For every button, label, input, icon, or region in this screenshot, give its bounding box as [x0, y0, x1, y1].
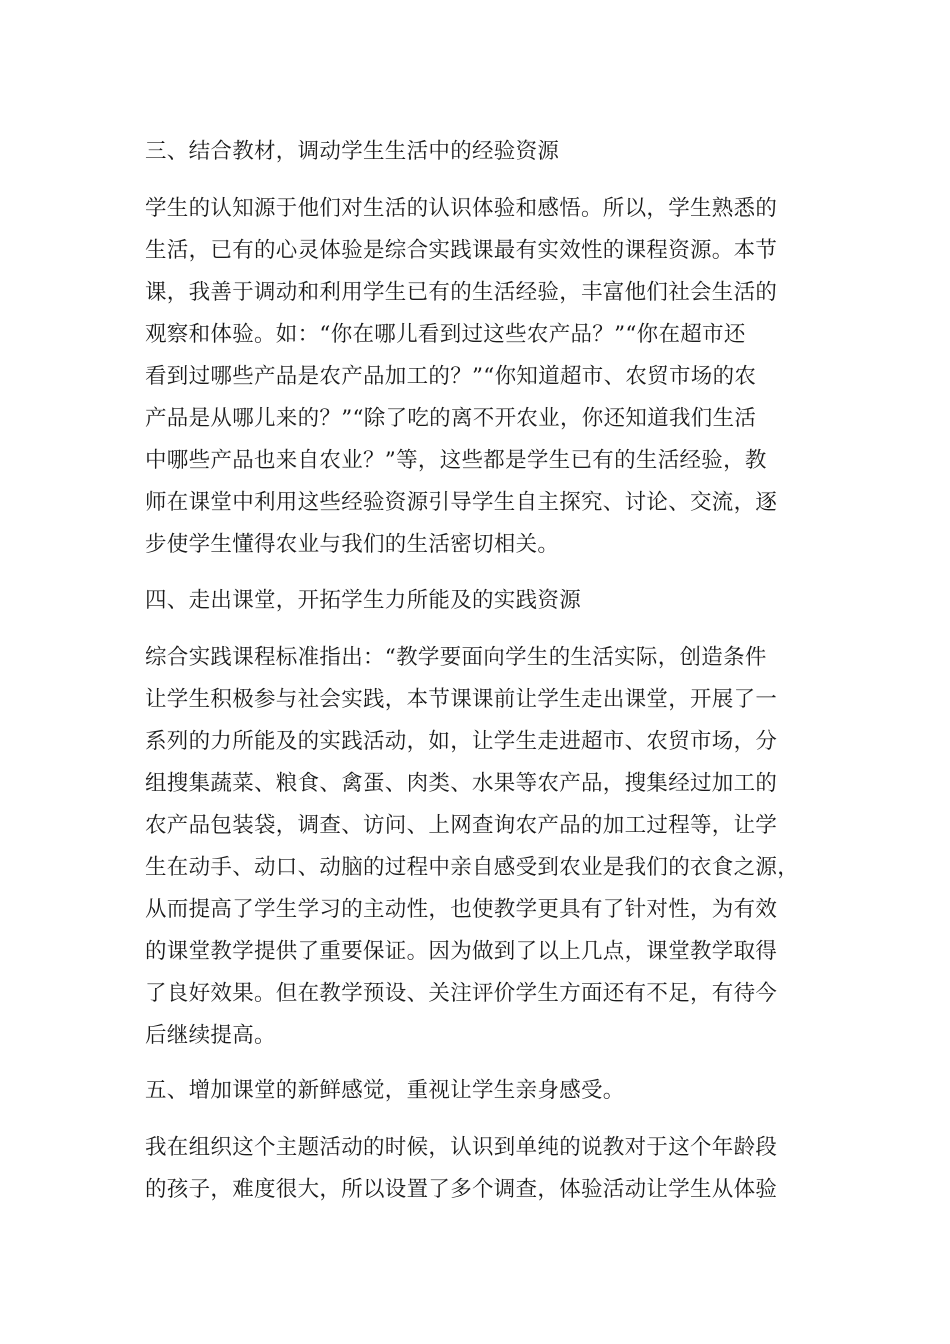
section-heading: 五、增加课堂的新鲜感觉，重视让学生亲身感受。 — [145, 1078, 625, 1103]
paragraph-line: 从而提高了学生学习的主动性，也使教学更具有了针对性，为有效 — [145, 897, 778, 922]
paragraph-line: 生在动手、动口、动脑的过程中亲自感受到农业是我们的衣食之源， — [145, 855, 800, 880]
paragraph-line: 我在组织这个主题活动的时候，认识到单纯的说教对于这个年龄段 — [145, 1135, 778, 1160]
paragraph-line: 让学生积极参与社会实践，本节课课前让学生走出课堂，开展了一 — [145, 687, 778, 712]
paragraph-line: 生活，已有的心灵体验是综合实践课最有实效性的课程资源。本节 — [145, 238, 778, 263]
paragraph-line: 后继续提高。 — [145, 1023, 276, 1048]
paragraph-line: 的课堂教学提供了重要保证。因为做到了以上几点，课堂教学取得 — [145, 939, 778, 964]
paragraph-line: 系列的力所能及的实践活动，如，让学生走进超市、农贸市场，分 — [145, 729, 778, 754]
paragraph-line: 综合实践课程标准指出：“教学要面向学生的生活实际，创造条件 — [145, 645, 767, 670]
paragraph-line: 中哪些产品也来自农业？”等，这些都是学生已有的生活经验，教 — [145, 448, 767, 473]
paragraph-line: 农产品包装袋，调查、访问、上网查询农产品的加工过程等，让学 — [145, 813, 778, 838]
section-heading: 四、走出课堂，开拓学生力所能及的实践资源 — [145, 588, 582, 613]
paragraph-line: 的孩子，难度很大，所以设置了多个调查，体验活动让学生从体验 — [145, 1177, 778, 1202]
paragraph-line: 组搜集蔬菜、粮食、禽蛋、肉类、水果等农产品，搜集经过加工的 — [145, 771, 778, 796]
paragraph-line: 看到过哪些产品是农产品加工的？”“你知道超市、农贸市场的农 — [145, 364, 757, 389]
paragraph-line: 步使学生懂得农业与我们的生活密切相关。 — [145, 532, 560, 557]
section-heading: 三、结合教材，调动学生生活中的经验资源 — [145, 139, 560, 164]
paragraph-line: 课，我善于调动和利用学生已有的生活经验，丰富他们社会生活的 — [145, 280, 778, 305]
paragraph-line: 学生的认知源于他们对生活的认识体验和感悟。所以，学生熟悉的 — [145, 196, 778, 221]
paragraph-line: 了良好效果。但在教学预设、关注评价学生方面还有不足，有待今 — [145, 981, 778, 1006]
paragraph-line: 师在课堂中利用这些经验资源引导学生自主探究、讨论、交流，逐 — [145, 490, 778, 515]
paragraph-line: 产品是从哪儿来的？”“除了吃的离不开农业，你还知道我们生活 — [145, 406, 757, 431]
paragraph-line: 观察和体验。如：“你在哪儿看到过这些农产品？”“你在超市还 — [145, 322, 746, 347]
